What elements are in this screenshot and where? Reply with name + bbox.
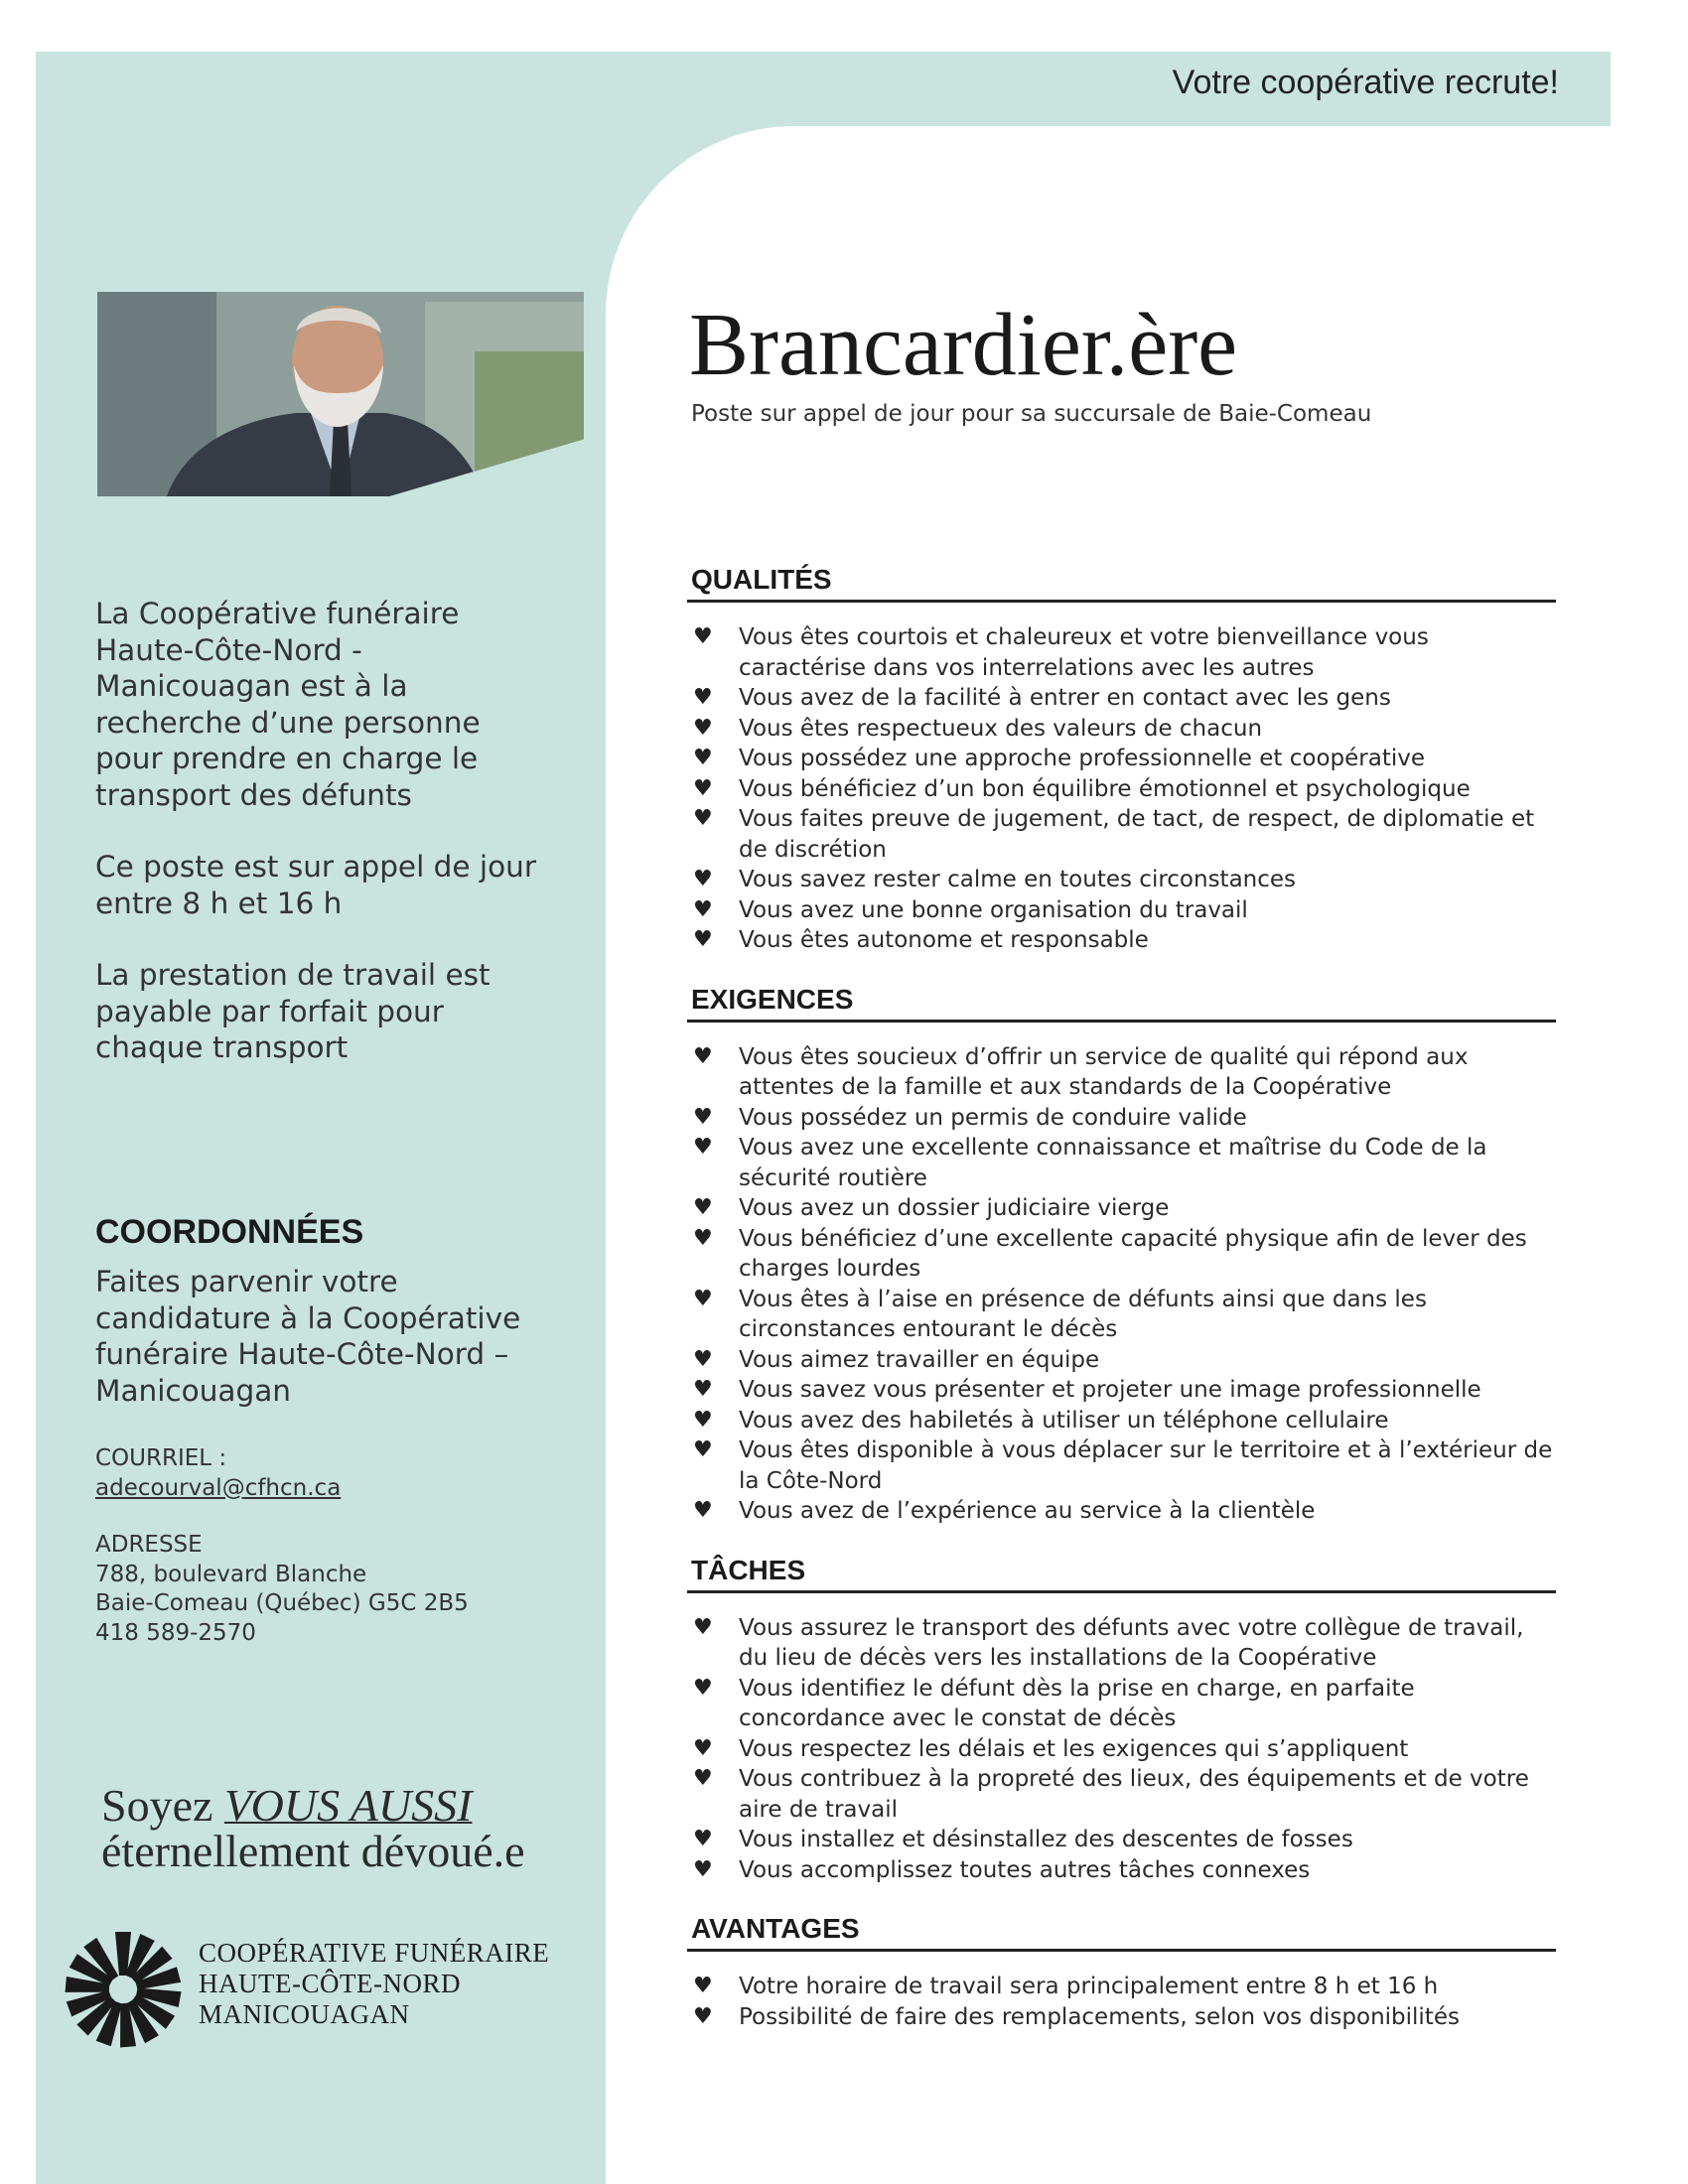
recruiting-banner: Votre coopérative recrute! — [1172, 64, 1559, 101]
heart-icon: ♥ — [693, 1856, 713, 1882]
list-item-text: Vous avez une bonne organisation du travail — [739, 896, 1248, 923]
address-line: Baie-Comeau (Québec) G5C 2B5 — [95, 1590, 469, 1616]
list-item-text: Vous avez un dossier judiciaire vierge — [739, 1195, 1170, 1221]
heart-icon: ♥ — [693, 1407, 713, 1433]
list-item — [687, 683, 1556, 714]
list-item-text: Vous êtes à l’aise en présence de défunts ainsi que dans les circonstances entourant le décès — [739, 1286, 1427, 1342]
list-item-text: Vous accomplissez toutes autres tâches connexes — [739, 1856, 1311, 1883]
section-title: TÂCHES — [687, 1555, 1556, 1593]
heart-icon: ♥ — [693, 1498, 713, 1523]
job-subtitle: Poste sur appel de jour pour sa succursale de Baie-Comeau — [691, 401, 1372, 427]
heart-icon: ♥ — [693, 806, 713, 831]
heart-icon: ♥ — [693, 1377, 713, 1402]
list-item-text: Vous faites preuve de jugement, de tact, de respect, de diplomatie et de discrétion — [739, 806, 1535, 863]
section-title: EXIGENCES — [687, 984, 1556, 1023]
cooperative-logo-text — [199, 1938, 549, 2030]
logo-line: MANICOUAGAN — [199, 1999, 410, 2029]
list-item — [687, 1042, 1556, 1103]
list-item — [687, 1375, 1556, 1406]
list-item-text: Vous avez de l’expérience au service à la clientèle — [739, 1498, 1316, 1524]
contact-block — [95, 1213, 552, 1648]
section-taches — [687, 1555, 1556, 1886]
heart-icon: ♥ — [693, 1043, 713, 1069]
section-list — [687, 1042, 1556, 1527]
heart-icon: ♥ — [693, 867, 713, 891]
heart-icon: ♥ — [693, 715, 713, 741]
list-item — [687, 1406, 1556, 1436]
intro-block — [95, 596, 552, 1102]
list-item-text: Vous identifiez le défunt dès la prise en charge, en parfaite concordance avec le constat de décès — [739, 1675, 1415, 1731]
list-item — [687, 1133, 1556, 1193]
list-item — [687, 774, 1556, 805]
list-item-text: Vous assurez le transport des défunts avec votre collègue de travail, du lieu de décès vers les installations de la Coopérative — [739, 1614, 1524, 1671]
job-title: Brancardier.ère — [689, 296, 1238, 394]
list-item — [687, 1345, 1556, 1376]
list-item — [687, 865, 1556, 895]
heart-icon: ♥ — [693, 1766, 713, 1791]
job-sections — [687, 564, 1556, 2060]
slogan-line: éternellement dévoué.e — [101, 1826, 525, 1876]
list-item — [687, 1224, 1556, 1285]
logo-line: HAUTE-CÔTE-NORD — [199, 1969, 461, 1998]
section-list — [687, 1613, 1556, 1886]
section-title: QUALITÉS — [687, 564, 1556, 603]
heart-icon: ♥ — [693, 896, 713, 922]
list-item — [687, 714, 1556, 745]
list-item-text: Vous êtes respectueux des valeurs de chacun — [739, 715, 1263, 742]
heart-icon: ♥ — [693, 1614, 713, 1640]
heart-icon: ♥ — [693, 1974, 713, 1998]
heart-icon: ♥ — [693, 1225, 713, 1251]
list-item — [687, 1825, 1556, 1855]
list-item-text: Vous êtes soucieux d’offrir un service de qualité qui répond aux attentes de la famille et aux standards de la Coopérative — [739, 1043, 1469, 1100]
list-item-text: Possibilité de faire des remplacements, selon vos disponibilités — [739, 2003, 1460, 2030]
list-item — [687, 1972, 1556, 2002]
list-item-text: Vous respectez les délais et les exigences qui s’appliquent — [739, 1735, 1409, 1762]
slogan — [101, 1780, 525, 1876]
list-item-text: Vous avez de la facilité à entrer en contact avec les gens — [739, 685, 1391, 711]
slogan-emphasis: VOUS AUSSI — [223, 1780, 473, 1831]
section-list — [687, 1972, 1556, 2032]
heart-icon: ♥ — [693, 1346, 713, 1372]
heart-icon: ♥ — [693, 746, 713, 770]
heart-icon: ♥ — [693, 1104, 713, 1130]
list-item-text: Vous savez rester calme en toutes circonstances — [739, 867, 1297, 892]
heart-icon: ♥ — [693, 685, 713, 710]
sunburst-logo-icon — [62, 1928, 185, 2051]
list-item-text: Vous êtes disponible à vous déplacer sur le territoire et à l’extérieur de la Côte-Nord — [739, 1437, 1553, 1494]
list-item — [687, 1674, 1556, 1734]
list-item-text: Vous êtes courtois et chaleureux et votre bienveillance vous caractérise dans vos interrelations avec les autres — [739, 624, 1429, 681]
section-exigences — [687, 984, 1556, 1527]
list-item-text: Vous bénéficiez d’une excellente capacité physique afin de lever des charges lourdes — [739, 1225, 1527, 1282]
section-avantages — [687, 1913, 1556, 2032]
address-label: ADRESSE — [95, 1532, 203, 1558]
list-item-text: Vous avez des habiletés à utiliser un téléphone cellulaire — [739, 1407, 1389, 1433]
list-item — [687, 1103, 1556, 1134]
section-title: AVANTAGES — [687, 1913, 1556, 1952]
list-item — [687, 1193, 1556, 1224]
list-item — [687, 804, 1556, 865]
heart-icon: ♥ — [693, 775, 713, 801]
list-item-text: Vous aimez travailler en équipe — [739, 1346, 1100, 1373]
intro-paragraph: Ce poste est sur appel de jour entre 8 h et 16 h — [95, 850, 536, 920]
list-item — [687, 1435, 1556, 1496]
list-item — [687, 744, 1556, 774]
list-item-text: Vous savez vous présenter et projeter une image professionnelle — [739, 1377, 1481, 1403]
list-item — [687, 1285, 1556, 1345]
list-item — [687, 1734, 1556, 1765]
list-item — [687, 1496, 1556, 1527]
section-qualites — [687, 564, 1556, 956]
heart-icon: ♥ — [693, 927, 713, 952]
contact-instructions: Faites parvenir votre candidature à la Coopérative funéraire Haute-Côte-Nord – Manicouagan — [95, 1265, 521, 1408]
heart-icon: ♥ — [693, 2003, 713, 2029]
intro-paragraph: La prestation de travail est payable par forfait pour chaque transport — [95, 958, 491, 1064]
section-list — [687, 622, 1556, 956]
heart-icon: ♥ — [693, 1286, 713, 1311]
logo-line: COOPÉRATIVE FUNÉRAIRE — [199, 1938, 550, 1968]
list-item — [687, 1764, 1556, 1825]
list-item — [687, 895, 1556, 926]
list-item — [687, 2002, 1556, 2033]
heart-icon: ♥ — [693, 1437, 713, 1462]
list-item-text: Vous possédez une approche professionnelle et coopérative — [739, 746, 1426, 771]
list-item-text: Vous installez et désinstallez des descentes de fosses — [739, 1827, 1353, 1852]
list-item-text: Vous possédez un permis de conduire valide — [739, 1104, 1247, 1131]
slogan-part: Soyez — [101, 1780, 224, 1831]
list-item — [687, 925, 1556, 956]
list-item-text: Vous bénéficiez d’un bon équilibre émotionnel et psychologique — [739, 775, 1471, 802]
email-link[interactable]: adecourval@cfhcn.ca — [95, 1474, 342, 1501]
address-line: 788, boulevard Blanche — [95, 1561, 367, 1587]
list-item — [687, 622, 1556, 683]
list-item — [687, 1613, 1556, 1674]
heart-icon: ♥ — [693, 1675, 713, 1701]
intro-paragraph: La Coopérative funéraire Haute-Côte-Nord - Manicouagan est à la recherche d’une personne pour prendre en charge le transport des défunts — [95, 597, 481, 812]
contact-title: COORDONNÉES — [95, 1213, 364, 1251]
list-item-text: Vous avez une excellente connaissance et maîtrise du Code de la sécurité routière — [739, 1135, 1487, 1191]
heart-icon: ♥ — [693, 1827, 713, 1851]
heart-icon: ♥ — [693, 1735, 713, 1761]
heart-icon: ♥ — [693, 624, 713, 649]
list-item-text: Votre horaire de travail sera principalement entre 8 h et 16 h — [739, 1974, 1439, 1999]
list-item — [687, 1855, 1556, 1886]
heart-icon: ♥ — [693, 1135, 713, 1160]
email-label: COURRIEL : — [95, 1445, 227, 1471]
list-item-text: Vous contribuez à la propreté des lieux, des équipements et de votre aire de travail — [739, 1766, 1529, 1823]
list-item-text: Vous êtes autonome et responsable — [739, 927, 1149, 953]
heart-icon: ♥ — [693, 1195, 713, 1220]
phone-number: 418 589-2570 — [95, 1619, 256, 1646]
